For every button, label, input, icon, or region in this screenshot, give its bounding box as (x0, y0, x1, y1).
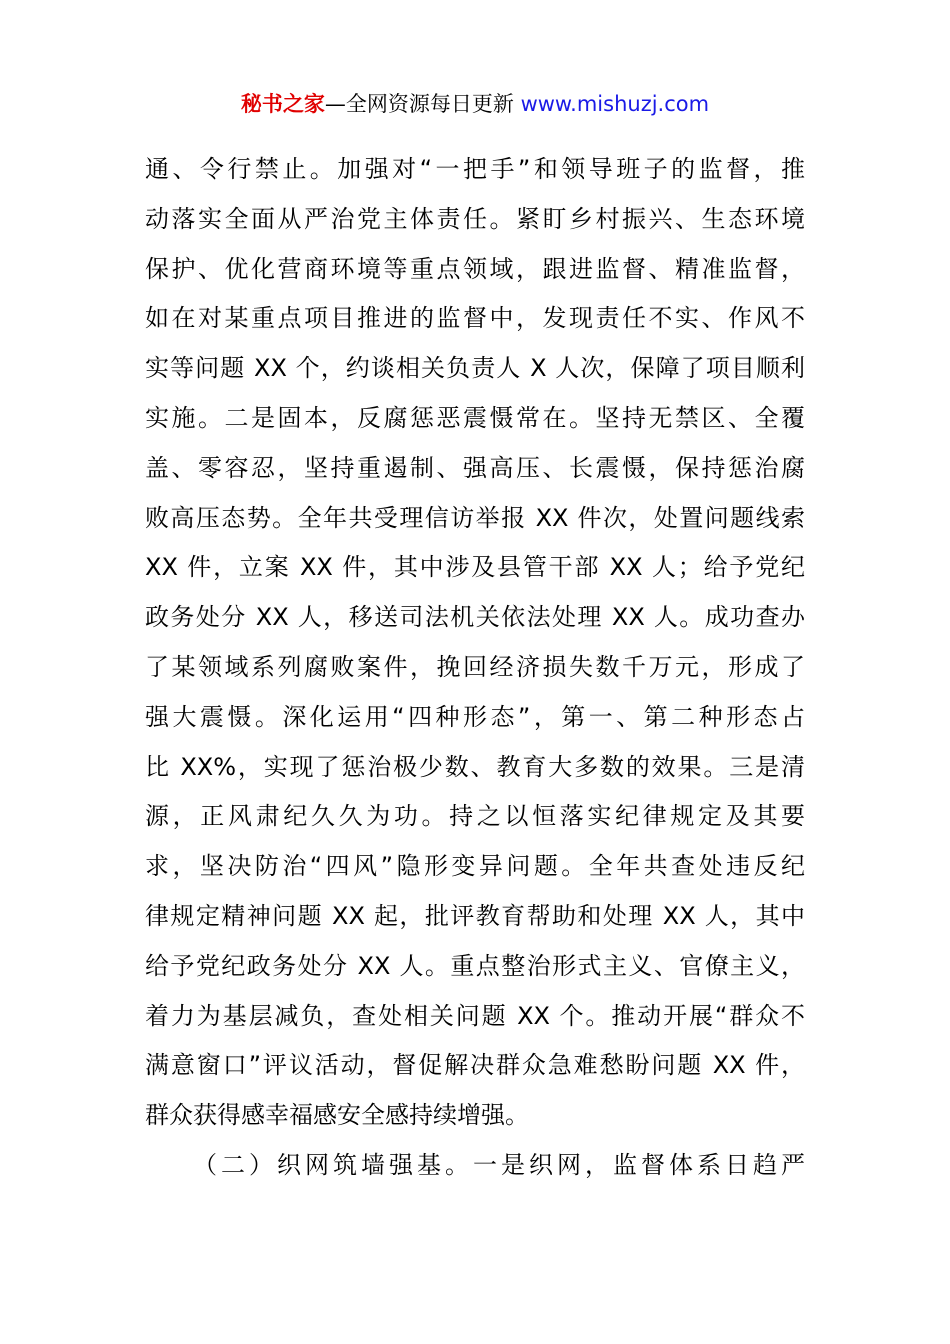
body-line: 政务处分 XX 人，移送司法机关依法处理 XX 人。成功查办 (145, 603, 805, 632)
body-line: 保护、优化营商环境等重点领域，跟进监督、精准监督， (145, 254, 805, 283)
body-line: 通、令行禁止。加强对“一把手”和领导班子的监督，推 (145, 155, 805, 183)
body-line: 满意窗口”评议活动，督促解决群众急难愁盼问题 XX 件， (145, 1051, 805, 1080)
body-line: 了某领域系列腐败案件，挽回经济损失数千万元，形成了 (145, 652, 805, 681)
body-line: 动落实全面从严治党主体责任。紧盯乡村振兴、生态环境 (145, 204, 805, 233)
site-tagline: —全网资源每日更新 (324, 92, 521, 116)
paragraph-end-line: 群众获得感幸福感安全感持续增强。 (145, 1101, 529, 1130)
body-line: 实等问题 XX 个，约谈相关负责人 X 人次，保障了项目顺利 (145, 354, 805, 383)
body-line: 律规定精神问题 XX 起，批评教育帮助和处理 XX 人，其中 (145, 901, 805, 930)
body-line: 实施。二是固本，反腐惩恶震慑常在。坚持无禁区、全覆 (145, 403, 805, 432)
document-body (145, 145, 805, 1191)
body-line: 着力为基层减负，查处相关问题 XX 个。推动开展“群众不 (145, 1001, 805, 1030)
body-line: 盖、零容忍，坚持重遏制、强高压、长震慑，保持惩治腐 (145, 453, 805, 482)
site-header (0, 88, 950, 120)
section-heading-line: （二）织网筑墙强基。一是织网，监督体系日趋严 (193, 1150, 805, 1179)
body-line: 强大震慑。深化运用“四种形态”，第一、第二种形态占 (145, 702, 805, 731)
site-brand: 秘书之家 (240, 92, 325, 116)
body-line: 如在对某重点项目推进的监督中，发现责任不实、作风不 (145, 304, 805, 333)
body-line: XX 件，立案 XX 件，其中涉及县管干部 XX 人；给予党纪 (145, 553, 805, 582)
body-line: 源，正风肃纪久久为功。持之以恒落实纪律规定及其要 (145, 802, 805, 831)
body-line: 给予党纪政务处分 XX 人。重点整治形式主义、官僚主义， (145, 951, 805, 980)
body-line: 败高压态势。全年共受理信访举报 XX 件次，处置问题线索 (145, 503, 805, 532)
body-line: 求，坚决防治“四风”隐形变异问题。全年共查处违反纪 (145, 852, 805, 881)
body-line: 比 XX%，实现了惩治极少数、教育大多数的效果。三是清 (145, 752, 805, 781)
site-url-link[interactable]: www.mishuzj.com (520, 92, 710, 116)
